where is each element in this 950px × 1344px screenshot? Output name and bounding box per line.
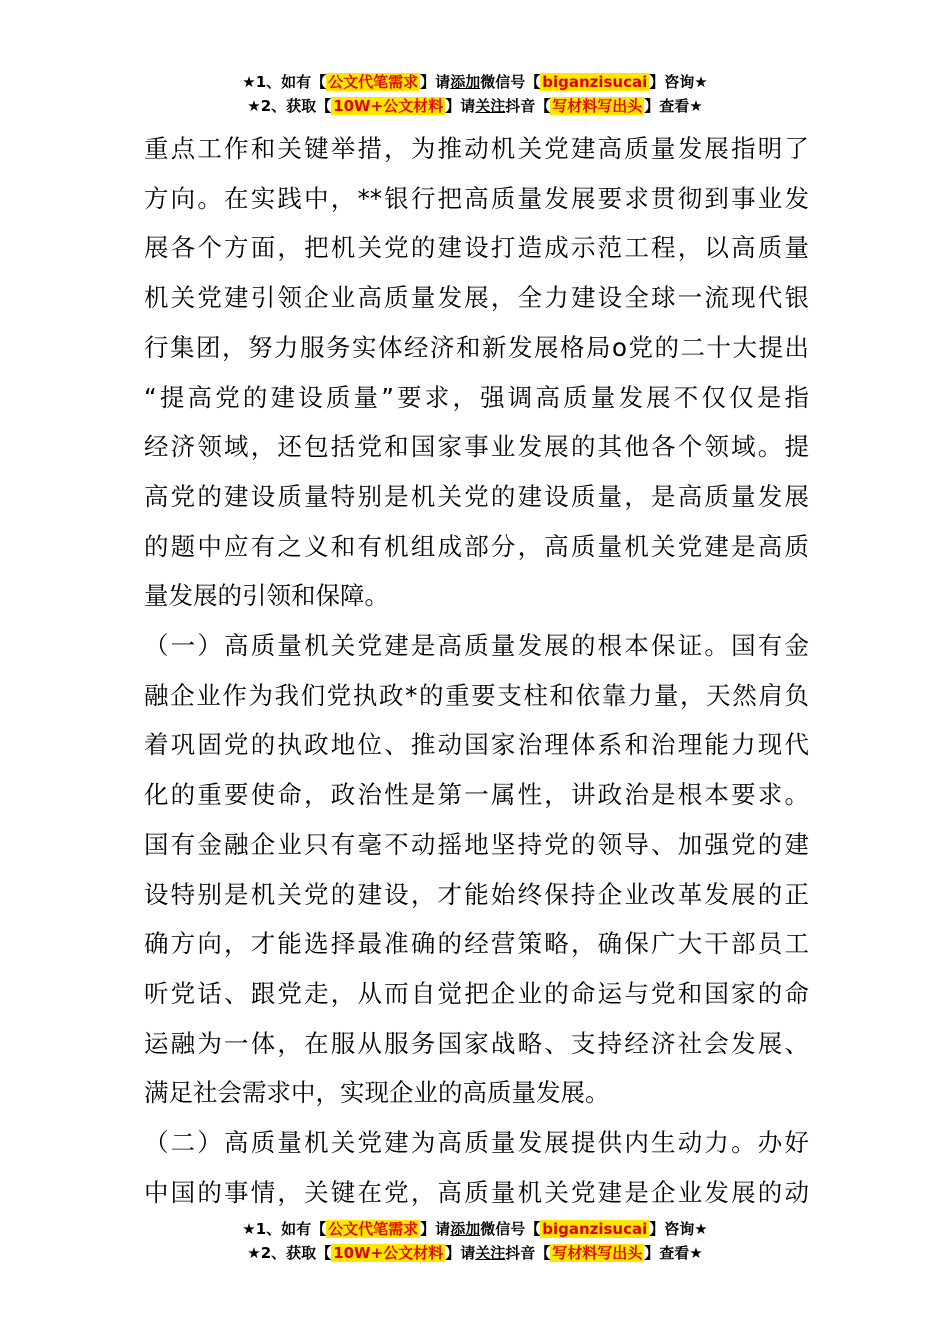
- text-line: 中国的事情，关键在党，高质量机关党建是企业发展的动: [144, 1177, 809, 1207]
- text-line: 展各个方面，把机关党的建设打造成示范工程，以高质量: [144, 233, 809, 263]
- banner-text: 】咨询★: [649, 73, 708, 91]
- header-banner: [0, 70, 950, 118]
- banner-text: 】查看★: [644, 97, 703, 115]
- text-line: 化的重要使命，政治性是第一属性，讲政治是根本要求。: [144, 780, 809, 810]
- banner-text: 】请: [445, 1244, 476, 1262]
- text-line: 着巩固党的执政地位、推动国家治理体系和治理能力现代: [144, 730, 809, 760]
- banner-highlight: 10W+公文材料: [333, 1244, 444, 1262]
- banner-highlight: 10W+公文材料: [333, 97, 444, 115]
- banner-underline: 关注: [475, 97, 506, 115]
- banner-line-2: [0, 1241, 950, 1265]
- text-line: 确方向，才能选择最准确的经营策略，确保广大干部员工: [144, 929, 809, 959]
- banner-highlight: biganzisucai: [542, 73, 648, 91]
- banner-text: 抖音【: [505, 97, 551, 115]
- text-line: “提高党的建设质量”要求，强调高质量发展不仅仅是指: [144, 382, 809, 412]
- banner-line-1: [0, 70, 950, 94]
- text-line: （二）高质量机关党建为高质量发展提供内生动力。办好: [144, 1128, 809, 1158]
- banner-line-2: [0, 94, 950, 118]
- banner-line-1: [0, 1217, 950, 1241]
- text-line: 运融为一体，在服从服务国家战略、支持经济社会发展、: [144, 1028, 809, 1058]
- banner-highlight: 写材料写出头: [552, 1244, 643, 1262]
- banner-text: 】咨询★: [649, 1220, 708, 1238]
- banner-underline: 关注: [475, 1244, 506, 1262]
- text-line: 国有金融企业只有毫不动摇地坚持党的领导、加强党的建: [144, 829, 809, 859]
- text-line: 的题中应有之义和有机组成部分，高质量机关党建是高质: [144, 531, 809, 561]
- document-body: [144, 124, 809, 1217]
- text-line: 行集团，努力服务实体经济和新发展格局o党的二十大提出: [144, 332, 809, 362]
- footer-banner: [0, 1217, 950, 1265]
- text-line: 重点工作和关键举措，为推动机关党建高质量发展指明了: [144, 134, 809, 163]
- banner-text: ★1、如有【: [242, 1220, 327, 1238]
- text-line: 高党的建设质量特别是机关党的建设质量，是高质量发展: [144, 481, 809, 511]
- text-line: 听党话、跟党走，从而自觉把企业的命运与党和国家的命: [144, 978, 809, 1008]
- banner-text: 微信号【: [480, 73, 541, 91]
- text-line: 满足社会需求中，实现企业的高质量发展。: [144, 1078, 610, 1108]
- banner-text: 】请: [420, 1220, 451, 1238]
- banner-text: 】请: [445, 97, 476, 115]
- banner-highlight: 公文代笔需求: [328, 73, 419, 91]
- banner-text: 微信号【: [480, 1220, 541, 1238]
- banner-underline: 添加: [450, 73, 481, 91]
- text-line: 经济领域，还包括党和国家事业发展的其他各个领域。提: [144, 432, 809, 462]
- banner-text: ★1、如有【: [242, 73, 327, 91]
- banner-underline: 添加: [450, 1220, 481, 1238]
- text-line: 方向。在实践中，**银行把高质量发展要求贯彻到事业发: [144, 183, 809, 213]
- text-line: （一）高质量机关党建是高质量发展的根本保证。国有金: [144, 631, 809, 661]
- banner-text: 】查看★: [644, 1244, 703, 1262]
- banner-text: 抖音【: [505, 1244, 551, 1262]
- banner-highlight: 公文代笔需求: [328, 1220, 419, 1238]
- text-line: 量发展的引领和保障。: [144, 581, 389, 611]
- text-line: 设特别是机关党的建设，才能始终保持企业改革发展的正: [144, 879, 809, 909]
- banner-text: 】请: [420, 73, 451, 91]
- banner-highlight: biganzisucai: [542, 1220, 648, 1238]
- banner-text: ★2、获取【: [247, 97, 332, 115]
- banner-text: ★2、获取【: [247, 1244, 332, 1262]
- text-line: 融企业作为我们党执政*的重要支柱和依靠力量，天然肩负: [144, 680, 809, 710]
- banner-highlight: 写材料写出头: [552, 97, 643, 115]
- text-line: 机关党建引领企业高质量发展，全力建设全球一流现代银: [144, 283, 809, 313]
